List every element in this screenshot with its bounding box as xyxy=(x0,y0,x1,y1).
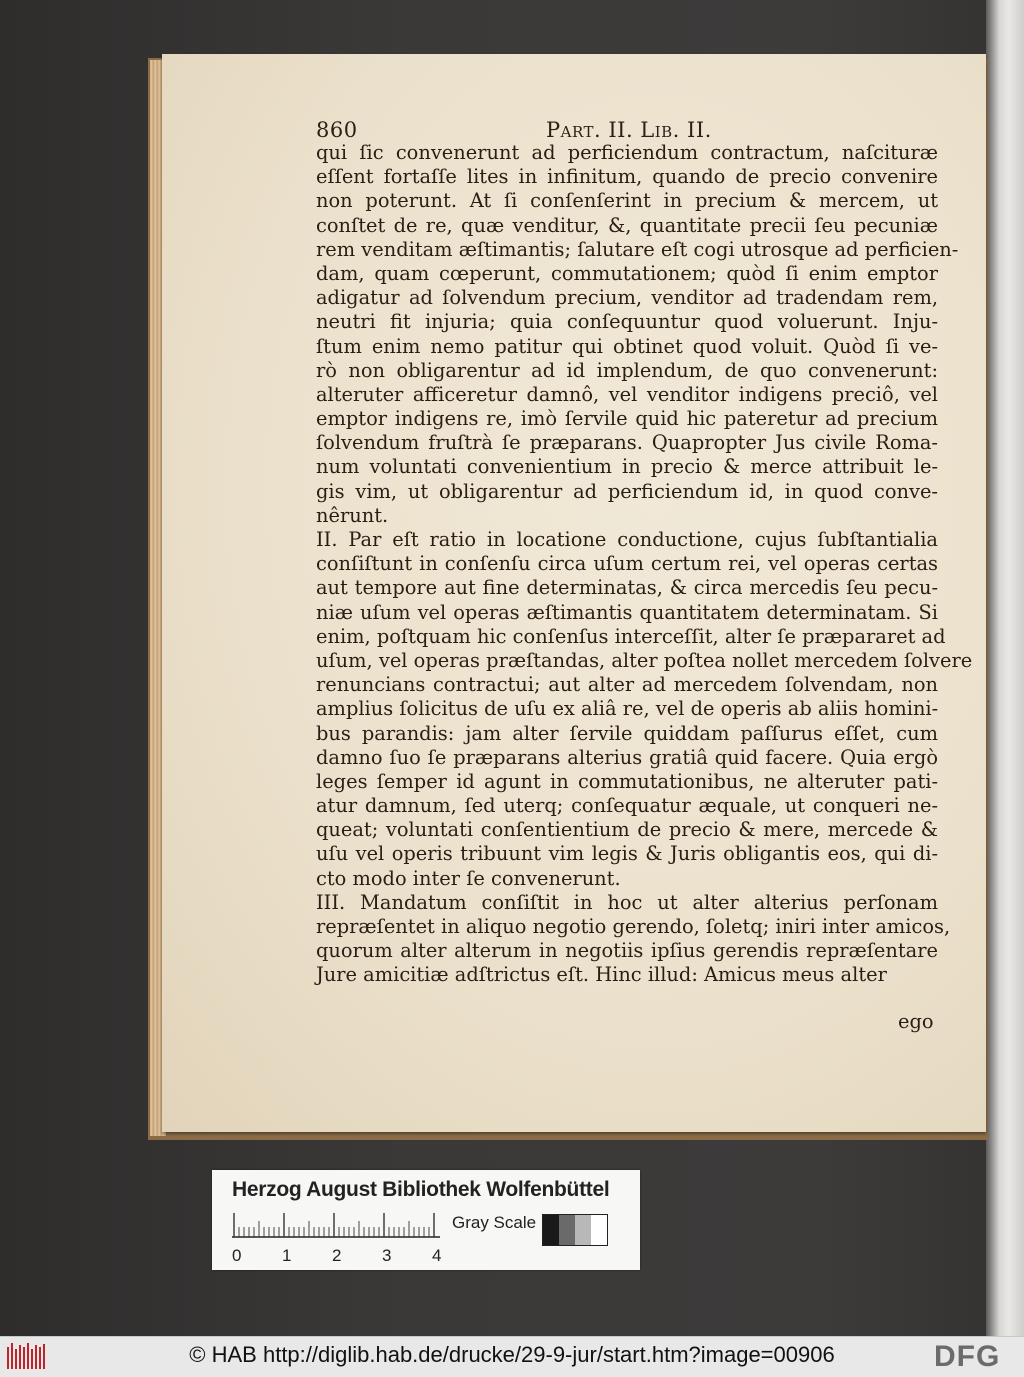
text-line: ſolvendum fruſtrà ſe præparans. Quapropter Jus civile Roma- xyxy=(316,431,938,455)
text-line: non poterunt. At ſi conſenſerint in precium & mercem, ut xyxy=(316,189,938,213)
text-line: adigatur ad ſolvendum precium, venditor ad tradendam rem, xyxy=(316,286,938,310)
text-line: emptor indigens re, imò ſervile quid hic pateretur ad precium xyxy=(316,407,938,431)
text-line: III. Mandatum conſiſtit in hoc ut alter alterius perſonam xyxy=(316,890,938,914)
text-line: num voluntati convenientium in precio & merce attribuit le- xyxy=(316,455,938,479)
text-line: uſum, vel operas præſtandas, alter poſtea nollet mercedem ſolvere xyxy=(316,648,973,672)
header-title: Part. II. Lib. II. xyxy=(546,118,712,142)
text-line: enim, poſtquam hic conſenſus interceſſit, alter ſe præpararet ad xyxy=(316,624,946,648)
text-line: conſtet de re, quæ venditur, &, quantitate precii ſeu pecuniæ xyxy=(316,213,938,237)
text-line: dam, quam cœperunt, commutationem; quòd ſi enim emptor xyxy=(316,261,938,285)
text-line: renuncians contractui; aut alter ad mercedem ſolvendam, non xyxy=(316,673,938,697)
ruler-number: 3 xyxy=(382,1246,392,1265)
ruler-numbers xyxy=(228,1246,458,1266)
gray-scale-bar xyxy=(542,1214,608,1246)
text-line: bus parandis: jam alter ſervile quiddam paſſurus eſſet, cum xyxy=(316,721,938,745)
text-line: conſiſtunt in conſenſu circa uſum certum rei, vel operas certas xyxy=(316,552,938,576)
color-scale-card xyxy=(212,1170,640,1270)
library-name: Herzog August Bibliothek Wolfenbüttel xyxy=(232,1178,610,1201)
text-line: II. Par eſt ratio in locatione conductione, cujus ſubſtantialia xyxy=(316,528,938,551)
gray-swatch xyxy=(559,1215,575,1245)
text-line: repræſentet in aliquo negotio gerendo, ſoletq; iniri inter amicos, xyxy=(316,915,951,938)
ruler-number: 1 xyxy=(282,1246,292,1265)
text-line: gis vim, ut obligarentur ad perficiendum id, in quod conve- xyxy=(316,479,938,503)
gray-swatch xyxy=(591,1215,607,1245)
text-line: damno ſuo ſe præparans alterius gratiâ quid facere. Quia ergò xyxy=(316,745,938,769)
footer-bar xyxy=(0,1336,1024,1377)
footer-copyright-url[interactable]: © HAB http://diglib.hab.de/drucke/29-9-jur/start.htm?image=00906 xyxy=(189,1342,835,1367)
page-number: 860 xyxy=(316,118,358,142)
text-line: ſtum enim nemo patitur qui obtinet quod voluit. Quòd ſi ve- xyxy=(316,334,938,358)
text-line: queat; voluntati conſentientium de precio & mere, mercede & xyxy=(316,818,938,842)
ruler-number: 0 xyxy=(232,1246,242,1265)
catchword: ego xyxy=(898,1010,934,1033)
ruler-icon xyxy=(232,1212,440,1238)
text-line: rem venditam æſtimantis; ſalutare eſt cogi utrosque ad perficien- xyxy=(316,237,959,261)
ruler-number: 2 xyxy=(332,1246,342,1265)
hab-logo-icon xyxy=(6,1341,46,1373)
text-line: leges ſemper id agunt in commutationibus, ne alteruter pati- xyxy=(316,769,938,793)
next-page-edge xyxy=(986,0,1024,1336)
dfg-logo: DFG xyxy=(934,1340,1001,1373)
text-line: cto modo inter ſe convenerunt. xyxy=(316,866,621,890)
text-line: quorum alter alterum in negotiis ipſius gerendis repræſentare xyxy=(316,939,938,963)
text-line: neutri fit injuria; quia conſequuntur quod voluerunt. Inju- xyxy=(316,310,938,334)
text-line: niæ uſum vel operas æſtimantis quantitatem determinatam. Si xyxy=(316,600,938,624)
body-text xyxy=(316,141,973,988)
ruler-number: 4 xyxy=(432,1246,442,1265)
gray-scale-label: Gray Scale xyxy=(452,1213,537,1232)
text-line: rò non obligarentur ad id implendum, de quo convenerunt: xyxy=(316,358,938,382)
text-line: aut tempore aut fine determinatas, & circa mercedis ſeu pecu- xyxy=(316,576,938,600)
text-line: nêrunt. xyxy=(316,503,389,527)
text-line: atur damnum, ſed uterq; conſequatur æquale, ut conqueri ne- xyxy=(316,794,938,818)
text-line: alteruter afficeretur damnô, vel venditor indigens preciô, vel xyxy=(316,382,938,406)
text-line: amplius ſolicitus de uſu ex aliâ re, vel de operis ab aliis homini- xyxy=(316,697,939,721)
text-line: uſu vel operis tribuunt vim legis & Juris obligantis eos, qui di- xyxy=(316,842,938,866)
text-line: qui ſic convenerunt ad perficiendum contractum, naſcituræ xyxy=(316,141,938,164)
text-line: Jure amicitiæ adſtrictus eſt. Hinc illud: Amicus meus alter xyxy=(316,963,887,987)
gray-swatch xyxy=(543,1215,559,1245)
gray-swatch xyxy=(575,1215,591,1245)
text-line: eſſent fortaſſe lites in infinitum, quando de precio convenire xyxy=(316,165,938,189)
